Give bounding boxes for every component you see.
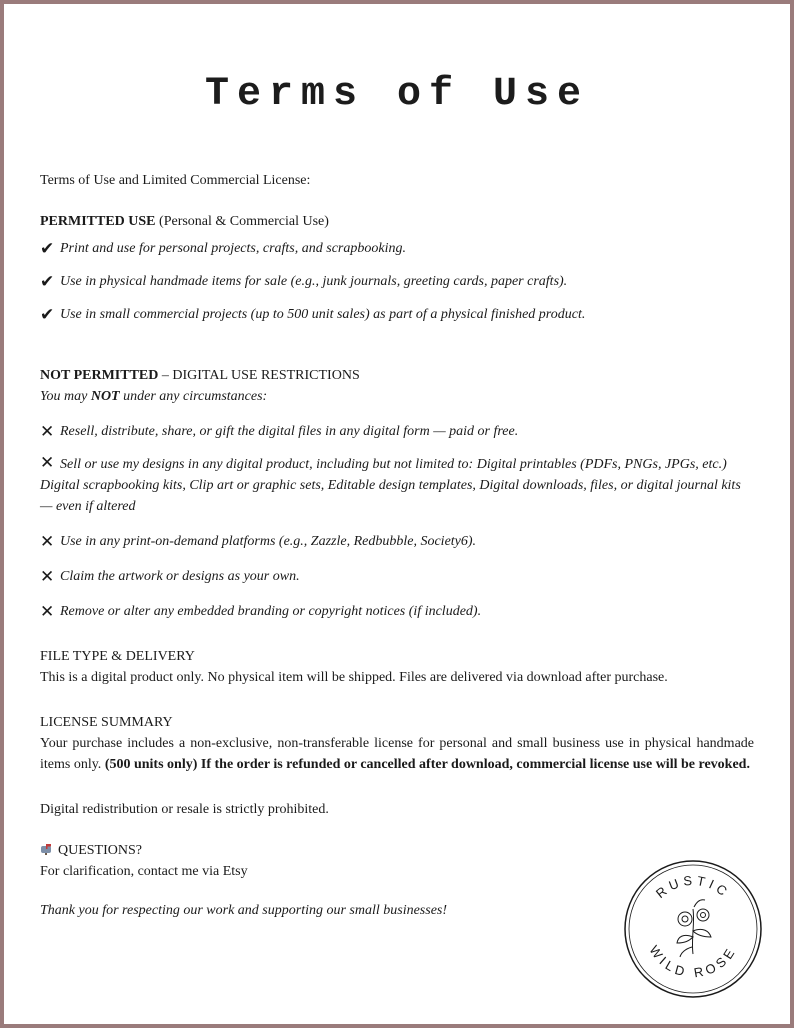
cross-mark-icon: ✕ — [40, 532, 55, 551]
thank-you-text: Thank you for respecting our work and supporting our small businesses! — [40, 903, 448, 918]
file-type-heading: FILE TYPE & DELIVERY — [40, 649, 195, 664]
check-mark-icon: ✔ — [40, 239, 55, 258]
permitted-heading: PERMITTED USE (Personal & Commercial Use) — [40, 214, 329, 229]
questions-text: For clarification, contact me via Etsy — [40, 864, 248, 879]
svg-text:RUSTIC — [653, 873, 733, 901]
redistribution-text: Digital redistribution or resale is strictly prohibited. — [40, 802, 329, 817]
mailbox-icon — [40, 841, 54, 853]
cross-mark-icon: ✕ — [40, 567, 55, 586]
file-type-text: This is a digital product only. No physical item will be shipped. Files are delivered via download after purchase. — [40, 670, 668, 685]
file-type-section — [40, 646, 754, 688]
license-summary-section — [40, 712, 754, 775]
restrictions-heading: NOT PERMITTED – DIGITAL USE RESTRICTIONS — [40, 368, 360, 383]
questions-heading: QUESTIONS? — [40, 840, 754, 861]
restriction-item: ✕ Remove or alter any embedded branding or copyright notices (if included). — [40, 602, 482, 621]
permitted-item: ✔ Print and use for personal projects, crafts, and scrapbooking. — [40, 239, 406, 258]
check-mark-icon: ✔ — [40, 305, 55, 324]
restriction-item: ✕ Claim the artwork or designs as your own. — [40, 567, 300, 586]
cross-mark-icon: ✕ — [40, 453, 55, 472]
logo-top-text: RUSTIC — [652, 872, 734, 902]
check-mark-icon: ✔ — [40, 272, 55, 291]
restrictions-section — [40, 365, 754, 622]
restriction-item: ✕ Sell or use my designs in any digital product, including but not limited to: Digital printables (PDFs, PNGs, JPGs, etc.) Digital scrapbooking kits, Clip art or graphic sets, Editable design templates, Digital downloads, files, or digital journal kits — even if altered — [40, 453, 741, 514]
permitted-item: ✔ Use in small commercial projects (up to 500 unit sales) as part of a physical finished product. — [40, 305, 586, 324]
restriction-item: ✕ Resell, distribute, share, or gift the digital files in any digital form — paid or free. — [40, 422, 519, 441]
license-heading: LICENSE SUMMARY — [40, 715, 173, 730]
intro-text: Terms of Use and Limited Commercial License: — [40, 173, 311, 188]
page-title: Terms of Use — [204, 72, 590, 117]
restriction-item: ✕ Use in any print-on-demand platforms (e.g., Zazzle, Redbubble, Society6). — [40, 532, 477, 551]
permitted-item: ✔ Use in physical handmade items for sale (e.g., junk journals, greeting cards, paper crafts). — [40, 272, 568, 291]
cross-mark-icon: ✕ — [40, 422, 55, 441]
rose-icon — [677, 900, 711, 957]
logo-bottom-text: WILD ROSE — [646, 942, 740, 981]
license-text: Your purchase includes a non-exclusive, non-transferable license for personal and small business use in physical handmade items only. (500 units only) If the order is refunded or cancelled after download, commercial license use will be revoked. — [40, 736, 754, 772]
permitted-use-section — [40, 211, 754, 325]
restrictions-subheading: You may NOT under any circumstances: — [40, 389, 268, 404]
rustic-wild-rose-logo — [623, 859, 763, 999]
cross-mark-icon: ✕ — [40, 602, 55, 621]
document-body — [40, 170, 754, 935]
